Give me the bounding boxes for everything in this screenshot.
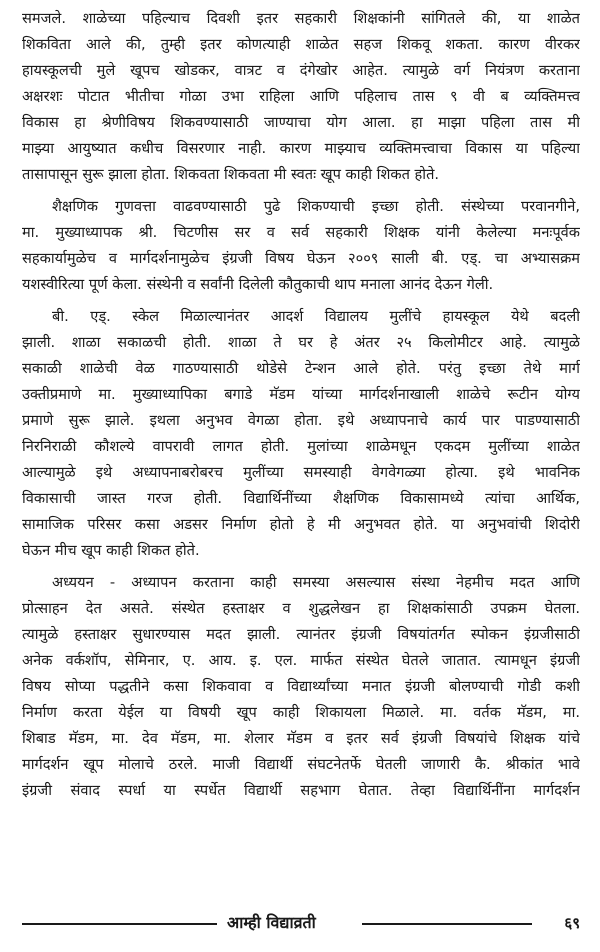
body-text bbox=[22, 6, 580, 810]
text-line: निर्माण करता येईल या विषयी खूप काही शिकायला मिळाले. मा. वर्तक मॅडम, मा. bbox=[22, 704, 580, 721]
text-line: सकाळी शाळेची वेळ गाठण्यासाठी थोडेसे टेन्शन आले होते. परंतु इच्छा तेथे मार्ग bbox=[22, 360, 580, 377]
text-line: समजले. शाळेच्या पहिल्याच दिवशी इतर सहकारी शिक्षकांनी सांगितले की, या शाळेत bbox=[22, 10, 580, 27]
text-line: विषय सोप्या पद्धतीने कसा शिकवावा व विद्यार्थ्यांच्या मनात इंग्रजी बोलण्याची गोडी कशी bbox=[22, 678, 580, 695]
text-line: बी. एड्. स्केल मिळाल्यानंतर आदर्श विद्यालय मुलींचे हायस्कूल येथे बदली bbox=[52, 308, 580, 325]
footer-rule-left bbox=[22, 923, 217, 925]
text-line: प्रमाणे सुरू झाले. इथला अनुभव वेगळा होता. इथे अध्यापनाचे कार्य पार पाडण्यासाठी bbox=[22, 412, 580, 429]
text-line: अध्ययन - अध्यापन करताना काही समस्या असल्यास संस्था नेहमीच मदत आणि bbox=[52, 574, 580, 591]
page-footer bbox=[22, 908, 580, 938]
text-line: आल्यामुळे इथे अध्यापनाबरोबरच मुलींच्या समस्याही वेगवेगळ्या होत्या. इथे भावनिक bbox=[22, 464, 580, 481]
text-line: विकासाची जास्त गरज होती. विद्यार्थिनींच्या शैक्षणिक विकासामध्ये त्यांचा आर्थिक, bbox=[22, 490, 580, 507]
text-line: प्रोत्साहन देत असते. संस्थेत हस्ताक्षर व शुद्धलेखन हा शिक्षकांसाठी उपक्रम घेतला. bbox=[22, 600, 580, 617]
text-line: विकास हा श्रेणीविषय शिकवण्यासाठी जाण्याचा योग आला. हा माझा पहिला तास मी bbox=[22, 114, 580, 131]
page-number: ६९ bbox=[564, 914, 580, 932]
text-line: अनेक वर्कशॉप, सेमिनार, ए. आय. इ. एल. मार्फत संस्थेत घेतले जातात. त्यामधून इंग्रजी bbox=[22, 652, 580, 669]
text-line: माझ्या आयुष्यात कधीच विसरणार नाही. कारण माझ्याच व्यक्तिमत्त्वाचा विकास या पहिल्या bbox=[22, 140, 580, 157]
paragraph-4 bbox=[22, 570, 580, 804]
footer-rule-right bbox=[362, 923, 532, 925]
paragraph-3 bbox=[22, 304, 580, 564]
text-line: सहकार्यामुळेच व मार्गदर्शनामुळेच इंग्रजी विषय घेऊन २००९ साली बी. एड्. चा अभ्यासक्रम bbox=[22, 250, 580, 267]
footer-title: आम्ही विद्याव्रती bbox=[227, 913, 316, 932]
text-line: शिबाड मॅडम, मा. देव मॅडम, मा. शेलार मॅडम व इतर सर्व इंग्रजी विषयांचे शिक्षक यांचे bbox=[22, 730, 580, 747]
text-line: उक्तीप्रमाणे मा. मुख्याध्यापिका बगाडे मॅडम यांच्या मार्गदर्शनाखाली शाळेचे रूटीन योग्य bbox=[22, 386, 580, 403]
text-line: शिकविता आले की, तुम्ही इतर कोणत्याही शाळेत सहज शिकवू शकता. कारण वीरकर bbox=[22, 36, 580, 53]
text-line: मार्गदर्शन खूप मोलाचे ठरले. माजी विद्यार्थी संघटनेतर्फे घेतली जाणारी कै. श्रीकांत भावे bbox=[22, 756, 580, 773]
text-line: अक्षरशः पोटात भीतीचा गोळा उभा राहिला आणि पहिलाच तास ९ वी ब व्यक्तिमत्त्व bbox=[22, 88, 580, 105]
text-line: शैक्षणिक गुणवत्ता वाढवण्यासाठी पुढे शिकण्याची इच्छा होती. संस्थेच्या परवानगीने, bbox=[52, 198, 580, 215]
text-line: इंग्रजी संवाद स्पर्धा या स्पर्धेत विद्यार्थी सहभाग घेतात. तेव्हा विद्यार्थिनींना मार्गदर्शन bbox=[22, 782, 580, 799]
text-line: तासापासून सुरू झाला होता. शिकवता शिकवता मी स्वतः खूप काही शिकत होते. bbox=[22, 166, 440, 183]
text-line: यशस्वीरित्या पूर्ण केला. संस्थेनी व सर्वांनी दिलेली कौतुकाची थाप मनाला आनंद देऊन गेली. bbox=[22, 276, 494, 293]
text-line: निरनिराळी कौशल्ये वापरावी लागत होती. मुलांच्या शाळेमधून एकदम मुलींच्या शाळेत bbox=[22, 438, 580, 455]
text-line: हायस्कूलची मुले खूपच खोडकर, वात्रट व दंगेखोर आहेत. त्यामुळे वर्ग नियंत्रण करताना bbox=[22, 62, 580, 79]
paragraph-2 bbox=[22, 194, 580, 298]
text-line: झाली. शाळा सकाळची होती. शाळा ते घर हे अंतर २५ किलोमीटर आहे. त्यामुळे bbox=[22, 334, 580, 351]
text-line: सामाजिक परिसर कसा अडसर निर्माण होतो हे मी अनुभवत होते. या अनुभवांची शिदोरी bbox=[22, 516, 580, 533]
paragraph-1 bbox=[22, 6, 580, 188]
text-line: घेऊन मीच खूप काही शिकत होते. bbox=[22, 542, 200, 559]
text-line: मा. मुख्याध्यापक श्री. चिटणीस सर व सर्व सहकारी शिक्षक यांनी केलेल्या मनःपूर्वक bbox=[22, 224, 580, 241]
text-line: त्यामुळे हस्ताक्षर सुधारण्यास मदत झाली. त्यानंतर इंग्रजी विषयांतर्गत स्पोकन इंग्रजीसाठी bbox=[22, 626, 580, 643]
